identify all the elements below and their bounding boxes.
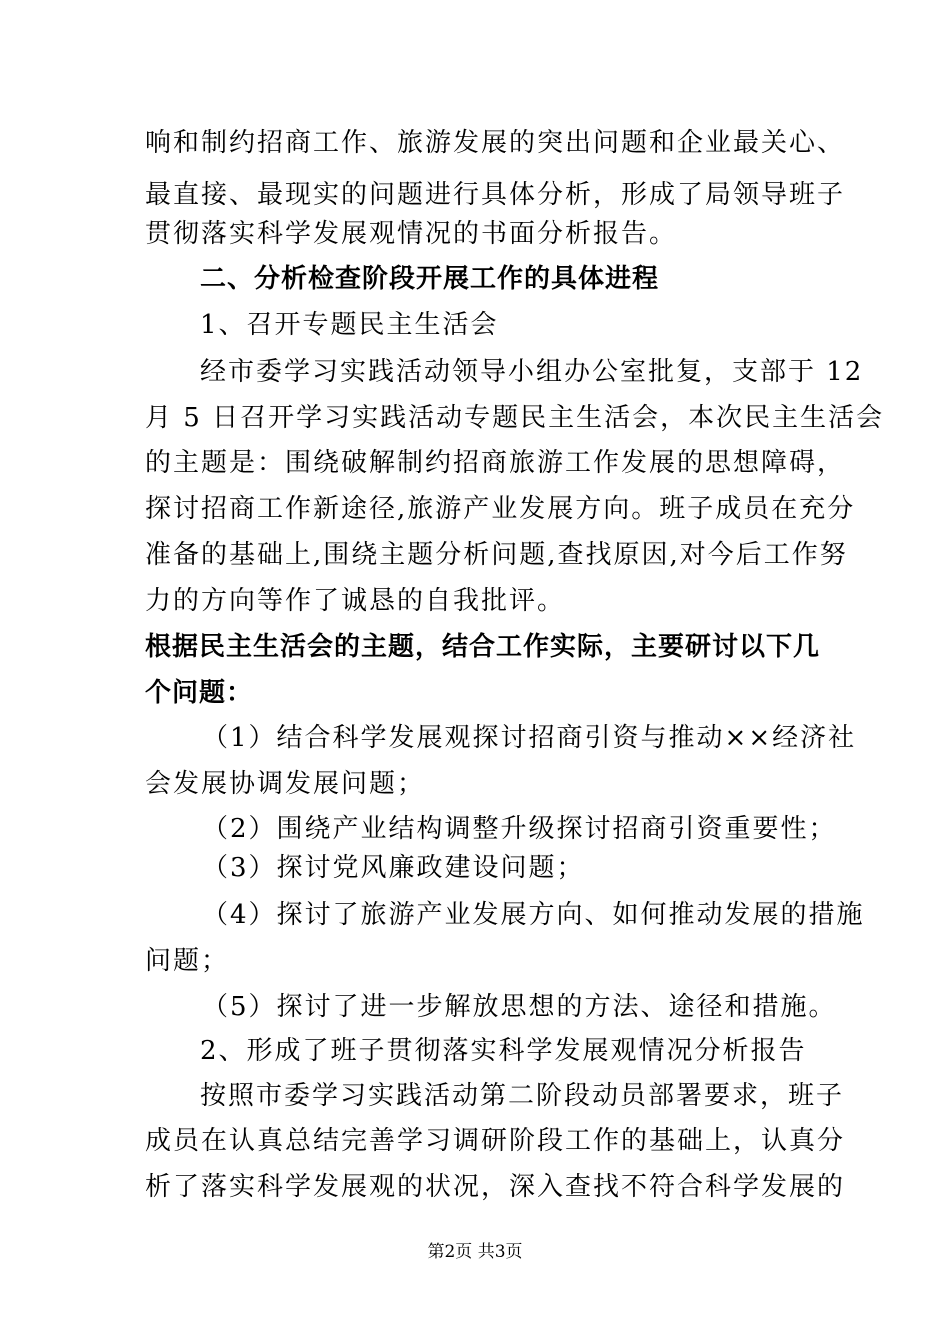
- list-item: （1）结合科学发展观探讨招商引资与推动××经济社: [202, 723, 857, 753]
- list-item-continuation: 问题；: [145, 946, 230, 976]
- list-item: （5）探讨了进一步解放思想的方法、途径和措施。: [202, 992, 837, 1022]
- body-line: 贯彻落实科学发展观情况的书面分析报告。: [145, 219, 678, 249]
- body-line: 月 5 日召开学习实践活动专题民主生活会，本次民主生活会: [145, 403, 885, 433]
- body-line: 力的方向等作了诚恳的自我批评。: [145, 586, 566, 616]
- body-line: 析了落实科学发展观的状况，深入查找不符合科学发展的: [145, 1172, 846, 1202]
- body-line: 准备的基础上,围绕主题分析问题,查找原因,对今后工作努: [145, 540, 848, 570]
- list-item: （2）围绕产业结构调整升级探讨招商引资重要性；: [202, 814, 837, 844]
- body-line: 成员在认真总结完善学习调研阶段工作的基础上，认真分: [145, 1126, 846, 1156]
- list-item: （4）探讨了旅游产业发展方向、如何推动发展的措施: [202, 900, 865, 930]
- body-line: 经市委学习实践活动领导小组办公室批复，支部于 12: [200, 357, 864, 387]
- subsection-heading: 1、召开专题民主生活会: [200, 310, 499, 340]
- body-line: 按照市委学习实践活动第二阶段动员部署要求，班子: [200, 1081, 845, 1111]
- body-line: 的主题是：围绕破解制约招商旅游工作发展的思想障碍，: [145, 448, 846, 478]
- section-heading: 二、分析检查阶段开展工作的具体进程: [200, 264, 660, 294]
- bold-paragraph-line: 根据民主生活会的主题，结合工作实际，主要研讨以下几: [145, 632, 821, 662]
- subsection-heading: 2、形成了班子贯彻落实科学发展观情况分析报告: [200, 1036, 807, 1066]
- body-line: 响和制约招商工作、旅游发展的突出问题和企业最关心、: [145, 128, 846, 158]
- body-line: 探讨招商工作新途径,旅游产业发展方向。班子成员在充分: [145, 494, 856, 524]
- list-item-continuation: 会发展协调发展问题；: [145, 769, 426, 799]
- list-item: （3）探讨党风廉政建设问题；: [202, 853, 585, 883]
- body-line: 最直接、最现实的问题进行具体分析，形成了局领导班子: [145, 180, 846, 210]
- bold-paragraph-line: 个问题：: [145, 678, 254, 708]
- page-number-footer: 第2页 共3页: [427, 1242, 523, 1262]
